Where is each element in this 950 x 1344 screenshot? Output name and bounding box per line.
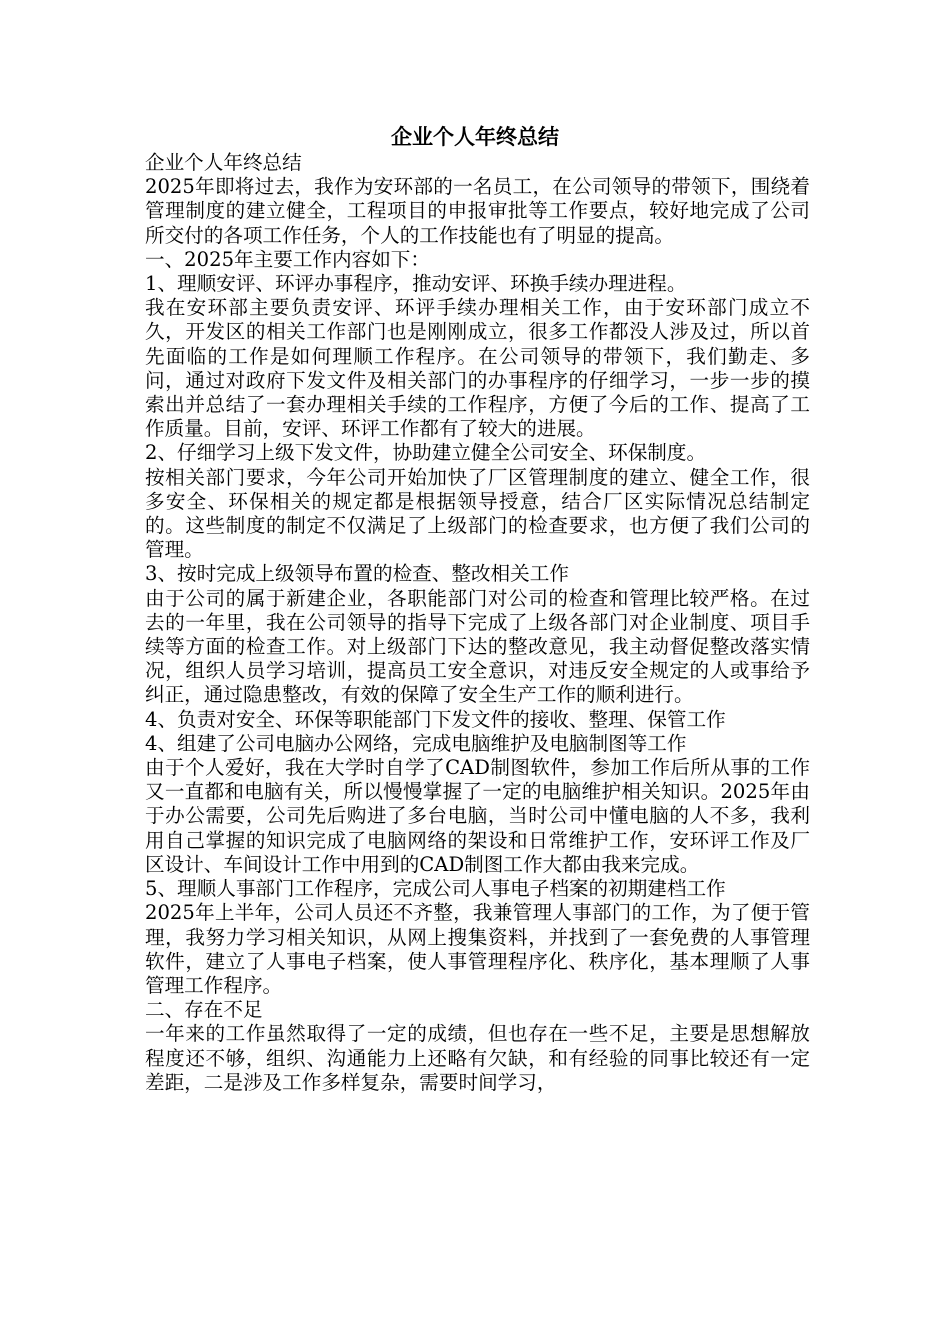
section-heading-main-work: 一、2025年主要工作内容如下： [145,247,430,271]
paragraph-subtitle: 企业个人年终总结 [145,151,302,174]
item-body-1: 我在安环部主要负责安评、环评手续办理相关工作，由于安环部门成立不久，开发区的相关工作部门也是刚刚成立，很多工作都没人涉及过，所以首先面临的工作是如何理顺工作程序。在公司领导的带领下，我们勤走、多问，通过对政府下发文件及相关部门的办事程序的仔细学习，一步一步的摸索出并总结了一套办理相关手续的工作程序，方便了今后的工作、提高了工作质量。目前，安评、环评工作都有了较大的进展。 [145,296,810,441]
item-body-5: 2025年上半年，公司人员还不齐整，我兼管理人事部门的工作，为了便于管理，我努力学习相关知识，从网上搜集资料，并找到了一套免费的人事管理软件，建立了人事电子档案，使人事管理程序化、秩序化，基本理顺了人事管理工作程序。 [145,901,810,997]
section-heading-shortcomings: 二、存在不足 [145,998,263,1022]
document-body [145,151,810,1095]
item-body-2: 按相关部门要求，今年公司开始加快了厂区管理制度的建立、健全工作，很多安全、环保相关的规定都是根据领导授意，结合厂区实际情况总结制定的。这些制度的制定不仅满足了上级部门的检查要求，也方便了我们公司的管理。 [145,465,810,562]
item-heading-4a: 4、负责对安全、环保等职能部门下发文件的接收、整理、保管工作 [145,707,726,731]
item-heading-5: 5、理顺人事部门工作程序，完成公司人事电子档案的初期建档工作 [145,877,726,901]
item-heading-1: 1、理顺安评、环评办事程序，推动安评、环换手续办理进程。 [145,272,687,296]
item-heading-2: 2、仔细学习上级下发文件，协助建立健全公司安全、环保制度。 [145,441,707,465]
paragraph-intro: 2025年即将过去，我作为安环部的一名员工，在公司领导的带领下，围绕着管理制度的建立健全，工程项目的申报审批等工作要点，较好地完成了公司所交付的各项工作任务，个人的工作技能也有了明显的提高。 [145,175,810,247]
item-heading-4b: 4、组建了公司电脑办公网络，完成电脑维护及电脑制图等工作 [145,731,687,755]
item-heading-3: 3、按时完成上级领导布置的检查、整改相关工作 [145,562,569,586]
item-body-4: 由于个人爱好，我在大学时自学了CAD制图软件，参加工作后所从事的工作又一直都和电脑有关，所以慢慢掌握了一定的电脑维护相关知识。2025年由于办公需要，公司先后购进了多台电脑，当时公司中懂电脑的人不多，我利用自己掌握的知识完成了电脑网络的架设和日常维护工作，安环评工作及厂区设计、车间设计工作中用到的CAD制图工作大都由我来完成。 [145,756,810,876]
paragraph-shortcomings: 一年来的工作虽然取得了一定的成绩，但也存在一些不足，主要是思想解放程度还不够，组织、沟通能力上还略有欠缺，和有经验的同事比较还有一定差距，二是涉及工作多样复杂，需要时间学习， [145,1022,810,1094]
item-body-3: 由于公司的属于新建企业，各职能部门对公司的检查和管理比较严格。在过去的一年里，我在公司领导的指导下完成了上级各部门对企业制度、项目手续等方面的检查工作。对上级部门下达的整改意见，我主动督促整改落实情况，组织人员学习培训，提高员工安全意识，对违反安全规定的人或事给予纠正，通过隐患整改，有效的保障了安全生产工作的顺利进行。 [145,586,810,707]
document-title: 企业个人年终总结 [391,124,559,149]
